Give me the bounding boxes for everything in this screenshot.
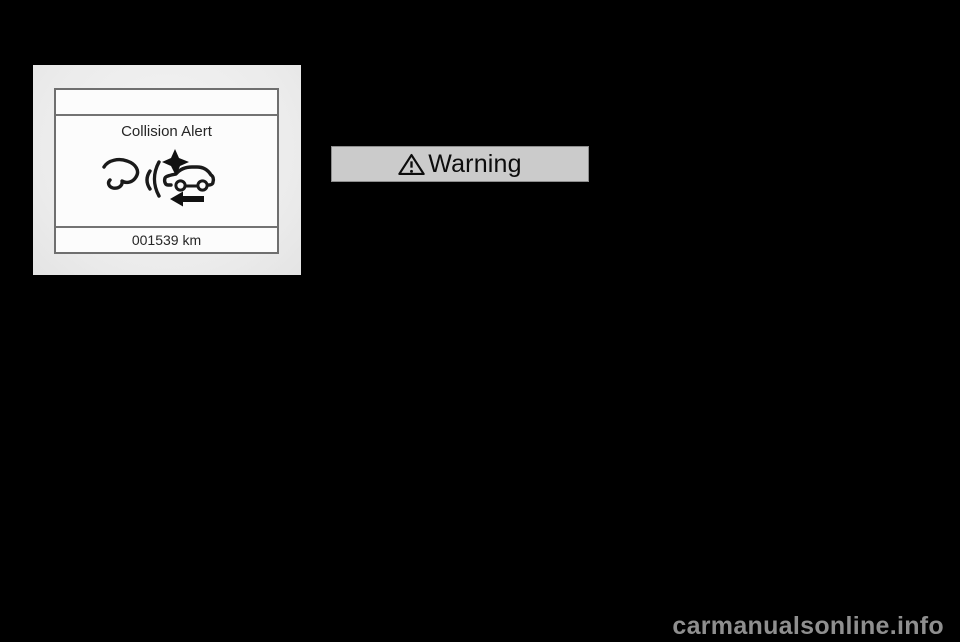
radar-wave-outer [154,162,159,196]
warning-banner-label: Warning [428,149,522,178]
forward-collision-alert-icon [101,146,233,208]
warning-triangle-icon [398,152,425,177]
collision-star [162,149,189,176]
lead-vehicle-symbol [104,160,138,189]
car-rear-wheel [197,181,206,190]
odometer-strip [56,226,277,252]
radar-wave-inner [147,171,150,189]
driver-info-display-figure [33,65,301,275]
display-main-area [56,116,277,226]
collision-alert-title: Collision Alert [121,123,212,140]
site-watermark: carmanualsonline.info [672,612,944,640]
warning-banner [331,146,589,182]
left-arrow [170,192,204,207]
display-top-strip [56,90,277,116]
car-front-wheel [175,181,184,190]
odometer-value: 001539 km [131,232,202,248]
instrument-display-screen [54,88,279,254]
